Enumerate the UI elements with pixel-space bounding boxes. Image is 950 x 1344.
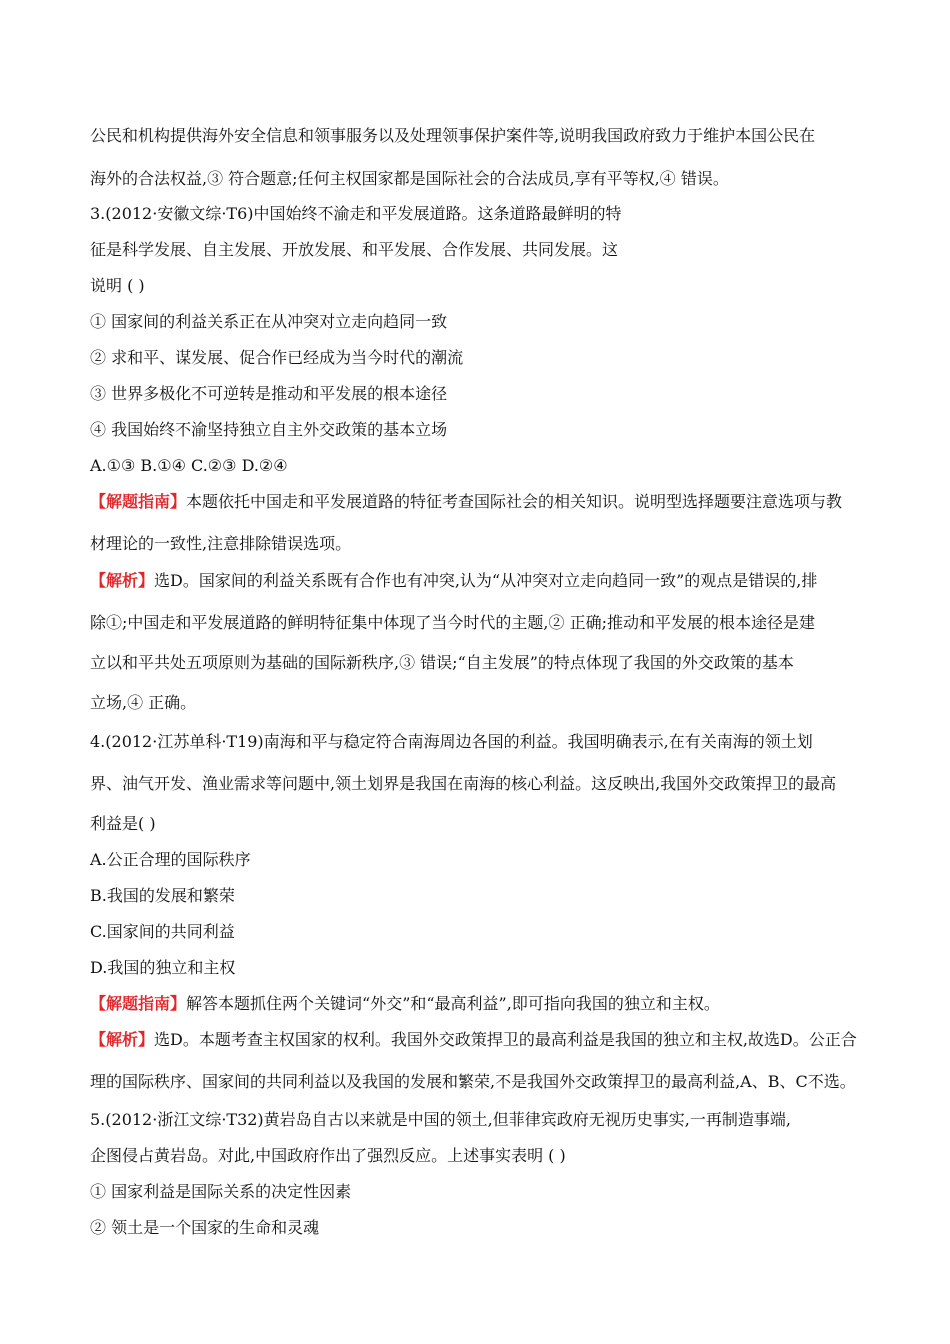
q4-option-c: C.国家间的共同利益	[90, 922, 235, 941]
q3-guide-line-2: 材理论的一致性,注意排除错误选项。	[90, 534, 352, 553]
q4-option-a: A.公正合理的国际秩序	[90, 850, 251, 869]
q4-analysis-line-2: 理的国际秩序、国家间的共同利益以及我国的发展和繁荣,不是我国外交政策捍卫的最高利益,A、B、C不选。	[90, 1072, 856, 1091]
q3-guide-tag: 【解题指南】	[90, 492, 187, 511]
q5-option-2: ② 领土是一个国家的生命和灵魂	[90, 1218, 320, 1237]
q4-analysis-text-1: 选D。本题考查主权国家的权利。我国外交政策捍卫的最高利益是我国的独立和主权,故选D。公正合	[154, 1030, 857, 1049]
q3-guide-text-1: 本题依托中国走和平发展道路的特征考查国际社会的相关知识。说明型选择题要注意选项与教	[186, 492, 843, 511]
q5-option-1: ① 国家利益是国际关系的决定性因素	[90, 1182, 352, 1201]
q3-option-3: ③ 世界多极化不可逆转是推动和平发展的根本途径	[90, 384, 448, 403]
q4-guide-line-1	[90, 994, 720, 1014]
q3-analysis-tag: 【解析】	[90, 571, 155, 590]
q3-option-4: ④ 我国始终不渝坚持独立自主外交政策的基本立场	[90, 420, 448, 439]
q4-guide-tag: 【解题指南】	[90, 994, 187, 1013]
q4-option-b: B.我国的发展和繁荣	[90, 886, 235, 905]
q3-analysis-line-4: 立场,④ 正确。	[90, 693, 197, 712]
q3-analysis-text-1: 选D。国家间的利益关系既有合作也有冲突,认为“从冲突对立走向趋同一致”的观点是错误的,排	[154, 571, 818, 590]
q4-stem-line-1: 4.(2012·江苏单科·T19)南海和平与稳定符合南海周边各国的利益。我国明确表示,在有关南海的领土划	[90, 732, 813, 751]
q4-guide-text-1: 解答本题抓住两个关键词“外交”和“最高利益”,即可指向我国的独立和主权。	[186, 994, 720, 1013]
q4-analysis-tag: 【解析】	[90, 1030, 155, 1049]
q3-stem-line-1: 3.(2012·安徽文综·T6)中国始终不渝走和平发展道路。这条道路最鲜明的特	[90, 204, 622, 223]
q3-analysis-line-3: 立以和平共处五项原则为基础的国际新秩序,③ 错误;“自主发展”的特点体现了我国的外交政策的基本	[90, 653, 794, 672]
q3-option-2: ② 求和平、谋发展、促合作已经成为当今时代的潮流	[90, 348, 464, 367]
q3-stem-line-2: 征是科学发展、自主发展、开放发展、和平发展、合作发展、共同发展。这	[90, 240, 619, 259]
q4-option-d: D.我国的独立和主权	[90, 958, 236, 977]
q3-analysis-line-2: 除①;中国走和平发展道路的鲜明特征集中体现了当今时代的主题,② 正确;推动和平发展的根本途径是建	[90, 613, 815, 632]
prev-analysis-line-2: 海外的合法权益,③ 符合题意;任何主权国家都是国际社会的合法成员,享有平等权,④ 错误。	[90, 169, 729, 188]
q4-analysis-line-1	[90, 1030, 857, 1050]
q3-analysis-line-1	[90, 571, 817, 591]
q3-stem-line-3: 说明 ( )	[90, 276, 145, 295]
q3-guide-line-1	[90, 492, 842, 512]
q4-stem-line-2: 界、油气开发、渔业需求等问题中,领土划界是我国在南海的核心利益。这反映出,我国外交政策捍卫的最高	[90, 774, 837, 793]
q3-option-1: ① 国家间的利益关系正在从冲突对立走向趋同一致	[90, 312, 448, 331]
q3-choices: A.①③ B.①④ C.②③ D.②④	[90, 456, 288, 475]
q5-stem-line-2: 企图侵占黄岩岛。对此,中国政府作出了强烈反应。上述事实表明 ( )	[90, 1146, 566, 1165]
q4-stem-line-3: 利益是( )	[90, 814, 156, 833]
prev-analysis-line-1: 公民和机构提供海外安全信息和领事服务以及处理领事保护案件等,说明我国政府致力于维护本国公民在	[90, 126, 816, 145]
q5-stem-line-1: 5.(2012·浙江文综·T32)黄岩岛自古以来就是中国的领土,但菲律宾政府无视历史事实,一再制造事端,	[90, 1110, 791, 1129]
